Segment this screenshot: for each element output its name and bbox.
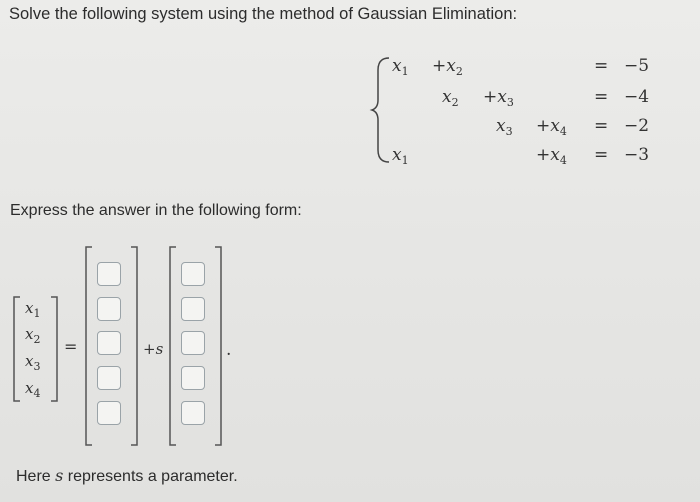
- eq2-equals: =: [594, 87, 609, 107]
- answer-period: .: [226, 340, 232, 360]
- answer-const-x4-input[interactable]: [97, 366, 121, 390]
- vector-label-x3: $x_3$: [25, 352, 41, 373]
- vector-label-x4: $x_4$: [25, 379, 41, 400]
- answer-param-x4-input[interactable]: [181, 366, 205, 390]
- vector-equals: =: [64, 337, 78, 356]
- vector-label-x2: $x_2$: [25, 325, 41, 346]
- answer-param-x5-input[interactable]: [181, 401, 205, 425]
- eq1-rhs: −5: [624, 56, 650, 76]
- plus-s-label: +s: [143, 340, 164, 358]
- answer-const-x2-input[interactable]: [97, 297, 121, 321]
- footer-suffix: represents a parameter.: [63, 468, 238, 485]
- answer-const-x1-input[interactable]: [97, 262, 121, 286]
- answer-param-x3-input[interactable]: [181, 331, 205, 355]
- answer-param-x2-input[interactable]: [181, 297, 205, 321]
- answer-param-x1-input[interactable]: [181, 262, 205, 286]
- eq4-equals: =: [594, 145, 609, 165]
- eq2-rhs: −4: [624, 87, 650, 107]
- eq3-equals: =: [594, 116, 609, 136]
- eq3-term1: $x_3$: [496, 116, 513, 138]
- eq3-term2: $+x_4$: [536, 116, 567, 138]
- answer-const-x3-input[interactable]: [97, 331, 121, 355]
- eq4-term2: $+x_4$: [536, 145, 567, 167]
- eq3-rhs: −2: [624, 116, 650, 136]
- eq4-term1: $x_1$: [392, 145, 409, 167]
- footer-param: s: [55, 466, 64, 485]
- eq2-term2: $+x_3$: [483, 87, 514, 109]
- footer-prefix: Here: [16, 468, 56, 485]
- answer-prompt: Express the answer in the following form:: [10, 202, 302, 219]
- answer-const-x5-input[interactable]: [97, 401, 121, 425]
- footer-text: [16, 466, 238, 486]
- eq4-rhs: −3: [624, 145, 650, 165]
- vector-label-x1: $x_1$: [25, 299, 41, 320]
- eq2-term1: $x_2$: [442, 87, 459, 109]
- eq1-equals: =: [594, 56, 609, 76]
- eq1-term2: $+x_2$: [432, 56, 463, 78]
- instruction-text: Solve the following system using the method of Gaussian Elimination:: [9, 5, 518, 23]
- eq1-term1: $x_1$: [392, 56, 409, 78]
